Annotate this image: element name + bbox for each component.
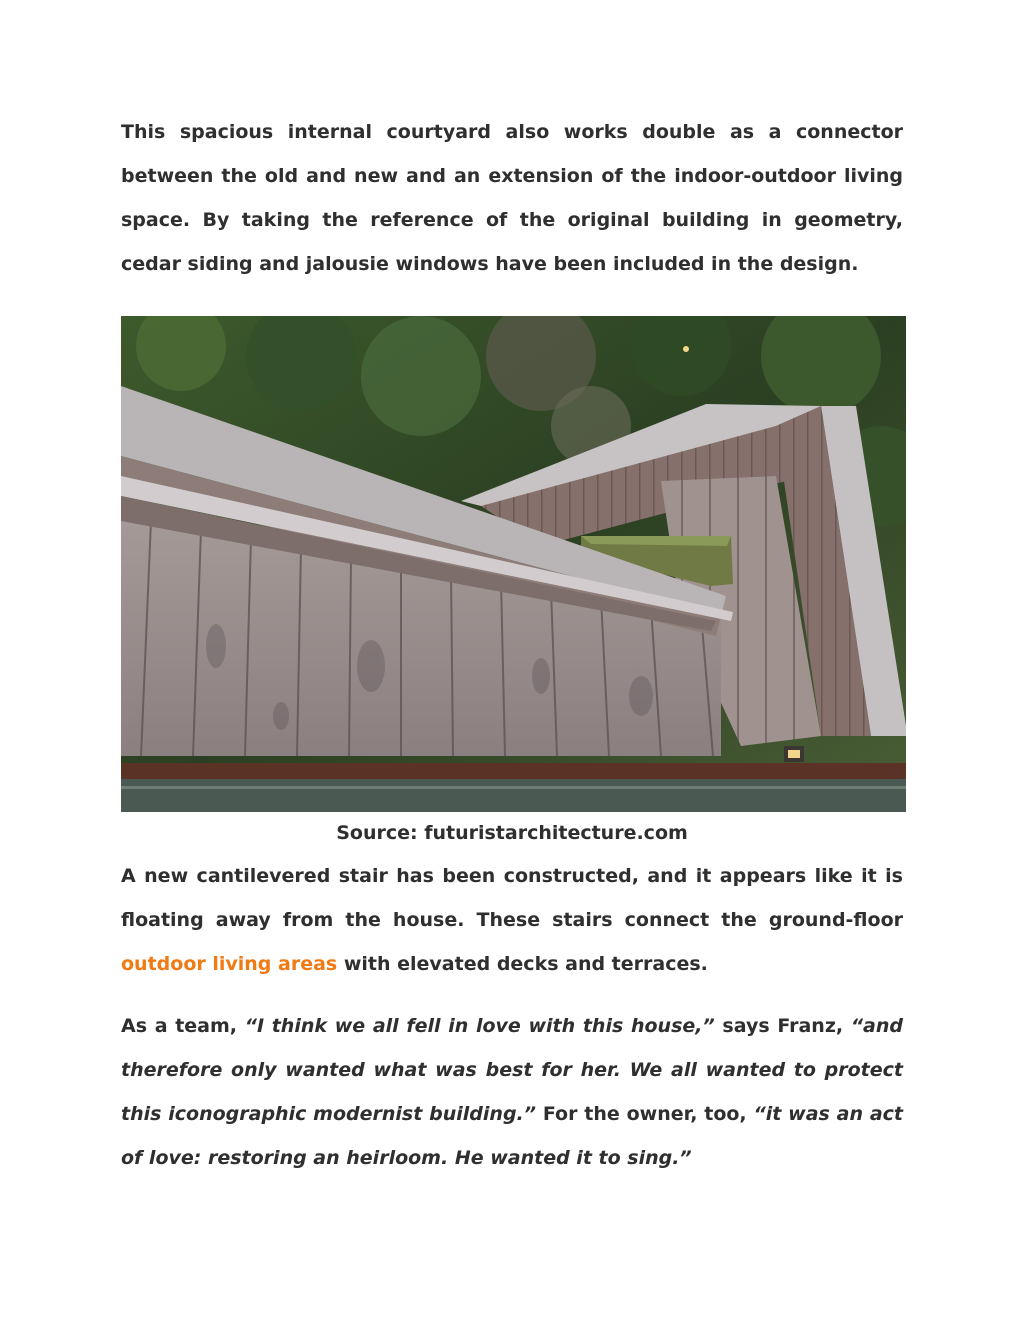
image-caption: Source: futuristarchitecture.com <box>336 822 688 844</box>
quote-part-3: For the owner, too, <box>536 1103 754 1125</box>
stair-text-before: A new cantilevered stair has been constructed, and it appears like it is floating away from the house. These stairs connect the ground-floor <box>121 865 903 931</box>
stair-text-after: with elevated decks and terraces. <box>337 953 708 975</box>
quote-part-1: As a team, <box>121 1015 245 1037</box>
quote-part-2: says Franz, <box>714 1015 851 1037</box>
quote-3: “it was an act of love: restoring an heirloom. He wanted it to sing.” <box>121 1103 903 1169</box>
outdoor-living-areas-link[interactable]: outdoor living areas <box>121 953 338 975</box>
intro-paragraph: This spacious internal courtyard also works double as a connector between the old and new and an extension of the indoor-outdoor living space. By taking the reference of the original building in geometry, cedar siding and jalousie windows have been included in the design. <box>121 121 903 275</box>
quote-1: “I think we all fell in love with this house,” <box>244 1015 715 1037</box>
courtyard-stair-illustration <box>121 316 906 812</box>
quote-paragraph <box>121 1004 903 1180</box>
courtyard-stair-photo <box>121 316 906 812</box>
document-page <box>121 110 903 1180</box>
stair-paragraph <box>121 854 903 986</box>
quote-2: “and therefore only wanted what was best for her. We all wanted to protect this iconographic modernist building.” <box>121 1015 903 1125</box>
